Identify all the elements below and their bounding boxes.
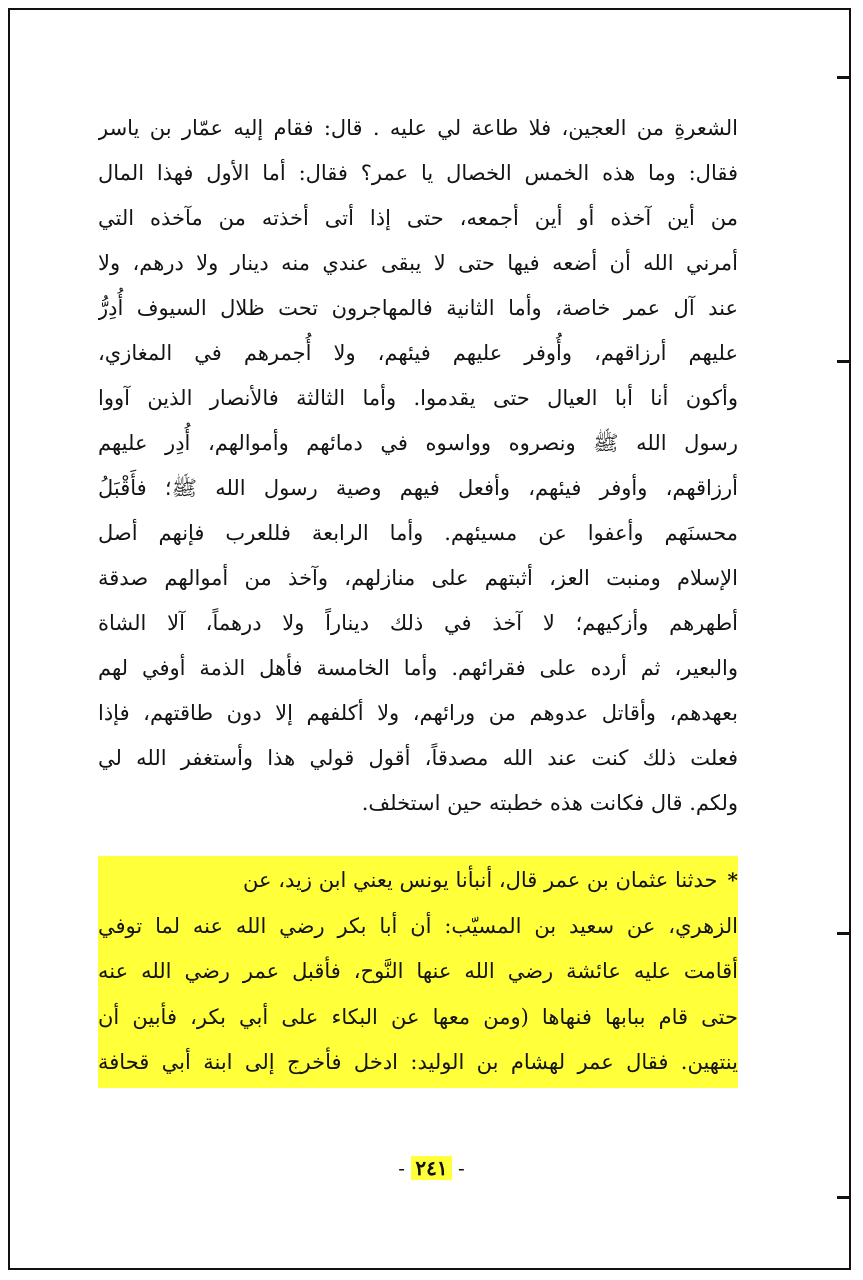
hadith-text bbox=[98, 858, 738, 1086]
main-text bbox=[98, 106, 738, 826]
text-line: من أين آخذه أو أين أجمعه، حتى إذا أتى أخذته من مآخذه التي bbox=[98, 206, 738, 230]
text-line: الإسلام ومنبت العز، أثبتهم على منازلهم، وآخذ من أموالهم صدقة bbox=[98, 566, 738, 590]
text-line: فقال: وما هذه الخمس الخصال يا عمر؟ فقال: أما الأول فهذا المال bbox=[98, 161, 738, 185]
text-line: رسول الله ﷺ ونصروه وواسوه في دمائهم وأموالهم، أُدِر عليهم bbox=[98, 431, 738, 455]
text-line: حدثنا عثمان بن عمر قال، أنبأنا يونس يعني ابن زيد، عن bbox=[243, 868, 718, 892]
text-line: محسنَهم وأعفوا عن مسيئهم. وأما الرابعة فللعرب فإنهم أصل bbox=[98, 521, 738, 545]
asterisk-marker: * bbox=[727, 868, 738, 892]
text-line: وأكون أنا أبا العيال حتى يقدموا. وأما الثالثة فالأنصار الذين آووا bbox=[98, 386, 738, 410]
text-line: فعلت ذلك كنت عند الله مصدقاً، أقول قولي هذا وأستغفر الله لي bbox=[98, 746, 738, 770]
text-line: الشعرةِ من العجين، فلا طاعة لي عليه . قال: فقام إليه عمّار بن ياسر bbox=[98, 116, 738, 140]
text-line: أقامت عليه عائشة رضي الله عنها النَّوح، فأقبل عمر رضي الله عنه bbox=[98, 959, 738, 983]
edge-mark bbox=[837, 932, 849, 935]
text-line: حتى قام ببابها فنهاها (ومن معها عن البكاء على أبي بكر، فأبين أن bbox=[98, 1004, 738, 1029]
text-line: ينتهين. فقال عمر لهشام بن الوليد: ادخل فأخرج إلى ابنة أبي قحافة bbox=[98, 1050, 738, 1074]
text-line: عند آل عمر خاصة، وأما الثانية فالمهاجرون تحت ظلال السيوف أُدِرُّ bbox=[98, 296, 738, 320]
hadith-first-line bbox=[98, 858, 738, 904]
page-number-dash: - bbox=[457, 1156, 465, 1180]
page-number-dash: - bbox=[398, 1156, 406, 1180]
text-line: بعهدهم، وأقاتل عدوهم من ورائهم، ولا أكلفهم إلا دون طاقتهم، فإذا bbox=[98, 701, 738, 725]
page-number bbox=[0, 1156, 863, 1180]
text-line: أمرني الله أن أضعه فيها حتى لا يبقى عندي منه دينار ولا درهم، ولا bbox=[98, 251, 738, 275]
edge-mark bbox=[837, 76, 849, 79]
text-line: أرزاقهم، وأوفر فيئهم، وأفعل فيهم وصية رسول الله ﷺ؛ فأَقْبَلُ bbox=[98, 476, 738, 500]
text-line: أطهرهم وأزكيهم؛ لا آخذ في ذلك ديناراً ولا درهماً، آلا الشاة bbox=[98, 611, 738, 635]
text-line: والبعير، ثم أرده على فقرائهم. وأما الخامسة فأهل الذمة أوفي لهم bbox=[98, 656, 738, 680]
text-line: عليهم أرزاقهم، وأُوفر عليهم فيئهم، ولا أُجمرهم في المغازي، bbox=[98, 341, 738, 365]
page-number-value: ٢٤١ bbox=[411, 1156, 451, 1180]
edge-mark bbox=[837, 360, 849, 363]
edge-mark bbox=[837, 1196, 849, 1199]
text-line: ولكم. قال فكانت هذه خطبته حين استخلف. bbox=[361, 791, 738, 815]
text-line: الزهري، عن سعيد بن المسيّب: أن أبا بكر رضي الله عنه لما توفي bbox=[98, 913, 738, 938]
